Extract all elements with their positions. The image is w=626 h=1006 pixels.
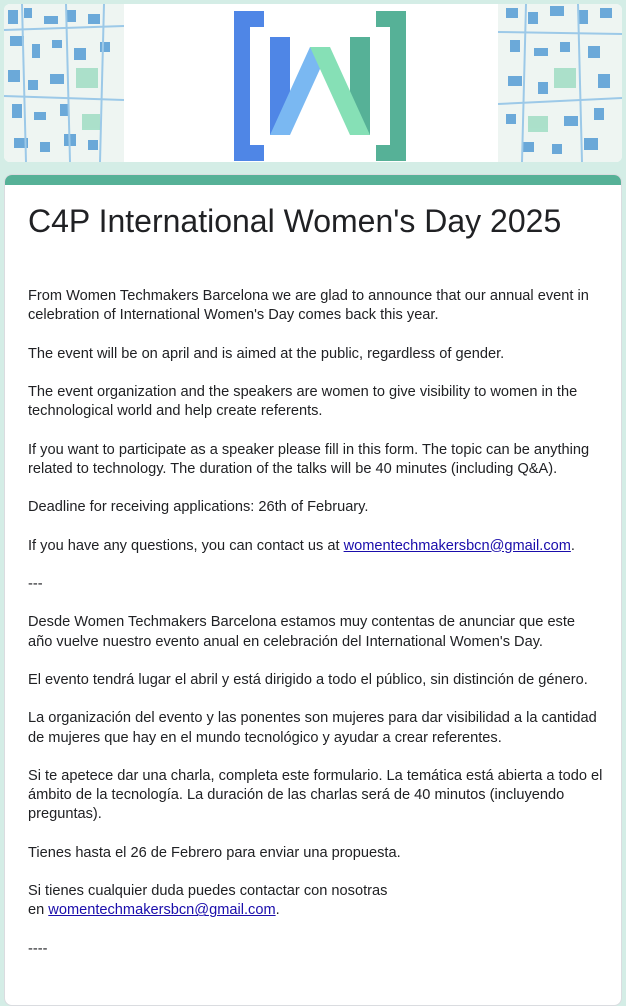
separator: ---- — [28, 940, 48, 957]
paragraph: The event will be on april and is aimed at the public, regardless of gender. — [28, 345, 505, 362]
contact-end: . — [570, 537, 575, 554]
contact-end: . — [275, 902, 280, 919]
city-map-decoration — [498, 4, 622, 162]
contact-text: Si tienes cualquier duda puedes contactar con nosotras en — [28, 883, 388, 919]
paragraph — [28, 882, 603, 920]
women-techmakers-logo-icon — [230, 7, 410, 162]
header-banner — [4, 4, 622, 162]
email-link[interactable]: womentechmakersbcn@gmail.com — [48, 902, 276, 919]
paragraph: If you want to participate as a speaker please fill in this form. The topic can be anything related to technology. The duration of the talks will be 40 minutes (including Q&A). — [28, 441, 590, 477]
paragraph: Desde Women Techmakers Barcelona estamos muy contentas de anunciar que este año vuelve nuestro evento anual en celebración del International Women's Day. — [28, 614, 576, 650]
email-link[interactable]: womentechmakersbcn@gmail.com — [343, 537, 571, 554]
form-description — [28, 287, 603, 959]
paragraph: Si te apetece dar una charla, completa este formulario. La temática está abierta a todo el ámbito de la tecnología. La duración de las charlas será de 40 minutos (incluyendo preguntas). — [28, 767, 603, 823]
paragraph: The event organization and the speakers are women to give visibility to women in the technological world and help create referents. — [28, 383, 578, 420]
form-header-card — [4, 174, 622, 1006]
paragraph: From Women Techmakers Barcelona we are glad to announce that our annual event in celebration of International Women's Day comes back this year. — [28, 288, 589, 324]
form-title: C4P International Women's Day 2025 — [28, 203, 562, 239]
city-map-decoration — [4, 4, 124, 162]
separator: --- — [28, 575, 43, 592]
accent-bar — [5, 175, 621, 185]
paragraph — [28, 537, 603, 556]
paragraph: El evento tendrá lugar el abril y está dirigido a todo el público, sin distinción de género. — [28, 671, 588, 688]
paragraph: La organización del evento y las ponentes son mujeres para dar visibilidad a la cantidad de mujeres que hay en el mundo tecnológico y ayudar a crear referentes. — [28, 710, 597, 746]
paragraph: Tienes hasta el 26 de Febrero para enviar una propuesta. — [28, 844, 401, 861]
paragraph: Deadline for receiving applications: 26th of February. — [28, 499, 369, 516]
contact-text: If you have any questions, you can contact us at — [28, 537, 344, 554]
